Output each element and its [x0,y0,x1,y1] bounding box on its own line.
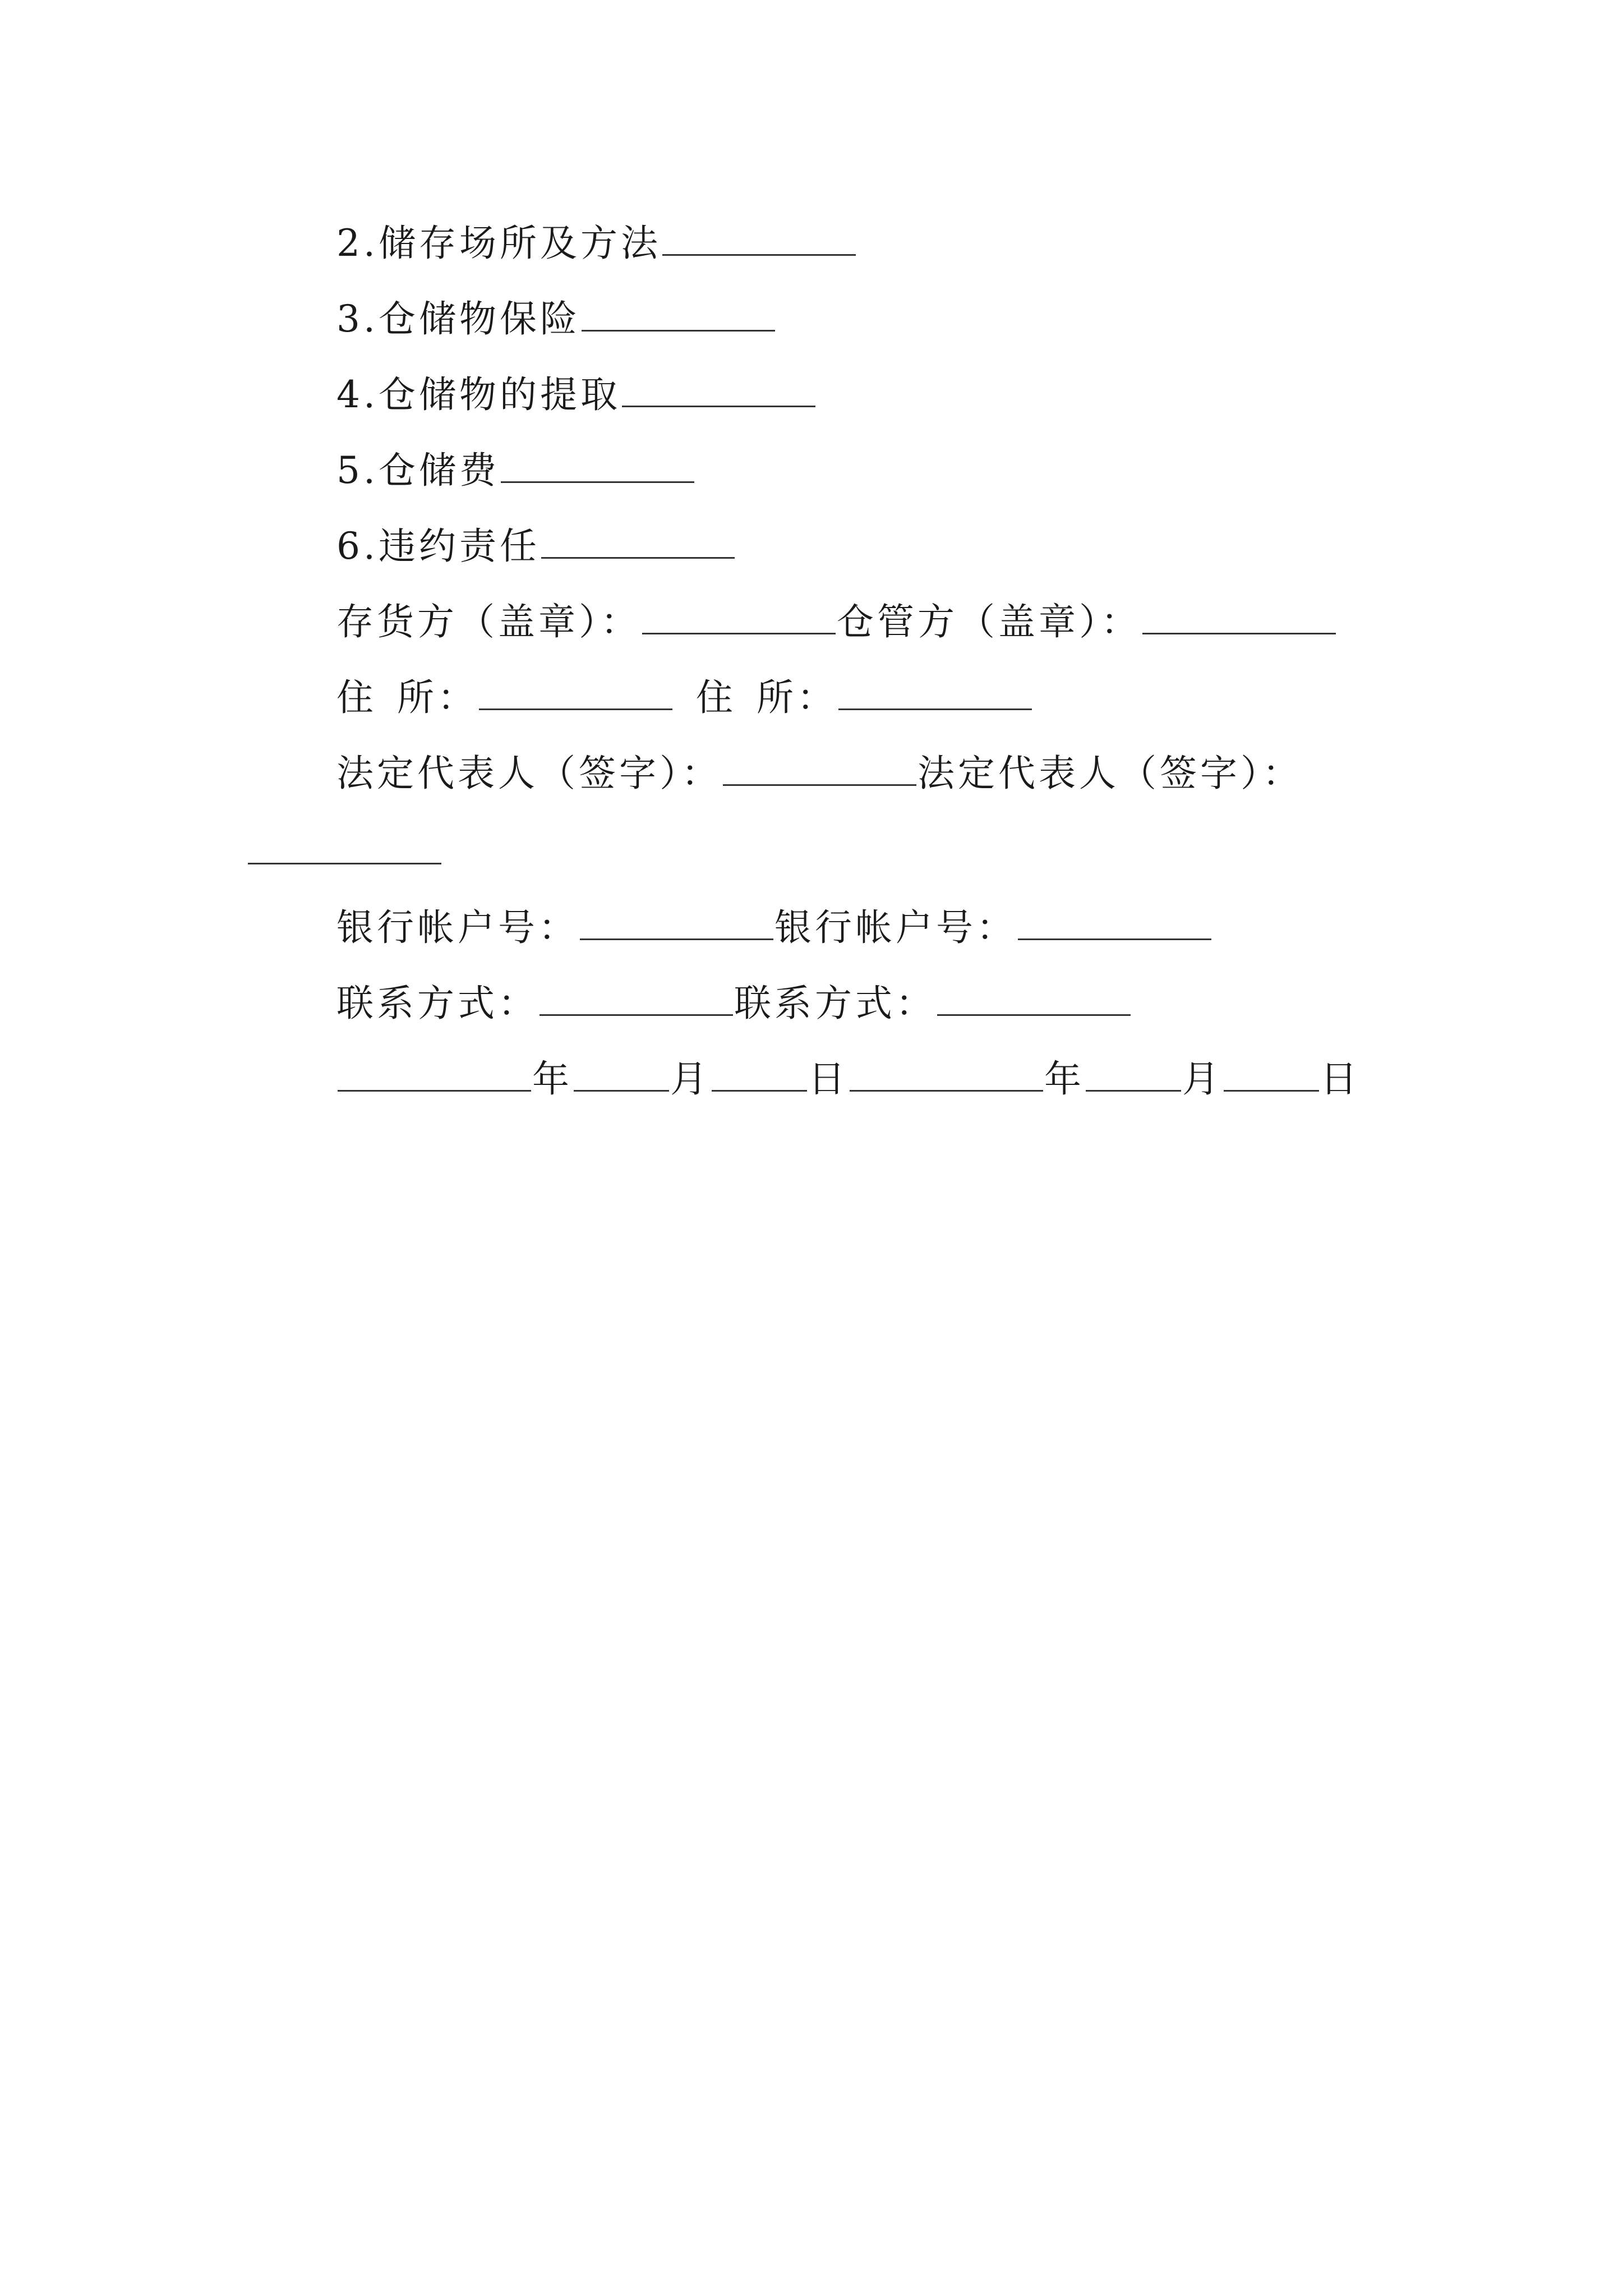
keeper-contact-blank[interactable] [937,982,1131,1016]
contact-label: 联系方式： [336,982,538,1025]
address-label-a: 住 [336,676,377,719]
day-blank[interactable] [1224,1057,1319,1092]
legal-rep-row [336,752,1303,795]
item-insurance [336,297,776,341]
month-blank[interactable] [1086,1057,1181,1092]
depositor-seal-label: 存货方（盖章）： [336,600,641,643]
depositor-seal-blank[interactable] [642,600,836,634]
depositor-bank-blank[interactable] [580,906,773,940]
depositor-address-blank[interactable] [479,676,672,710]
keeper-rep-blank[interactable] [248,830,441,864]
fill-blank[interactable] [622,373,815,407]
address-label-b: 所： [757,676,837,719]
address-label-a: 住 [696,676,736,719]
fill-blank[interactable] [501,449,694,483]
legal-rep-label: 法定代表人（签字）： [336,752,722,795]
month-label: 月 [1182,1057,1223,1101]
legal-rep-label: 法定代表人（签字）： [917,752,1303,795]
day-blank[interactable] [712,1057,807,1092]
month-label: 月 [670,1057,711,1101]
item-withdrawal [336,373,817,416]
keeper-seal-blank[interactable] [1142,600,1336,634]
day-label: 日 [1320,1057,1361,1101]
legal-rep-wrap [247,830,442,871]
seal-row [336,600,1337,641]
item-label: 6.违约责任 [336,524,540,568]
fill-blank[interactable] [541,524,735,559]
contact-row [336,982,1132,1025]
contact-label: 联系方式： [734,982,936,1025]
depositor-rep-blank[interactable] [723,752,916,786]
day-label: 日 [808,1057,849,1101]
address-label-b: 所： [397,676,478,719]
month-blank[interactable] [574,1057,669,1092]
fill-blank[interactable] [662,222,856,256]
bank-account-label: 银行帐户号： [774,906,1017,949]
address-row [336,676,1033,719]
item-label: 4.仓储物的提取 [336,373,621,416]
bank-account-label: 银行帐户号： [336,906,579,949]
bank-row [336,906,1212,949]
item-liability [336,524,736,568]
year-label: 年 [1044,1057,1085,1101]
year-blank[interactable] [338,1057,531,1092]
year-blank[interactable] [850,1057,1043,1092]
fill-blank[interactable] [582,297,775,332]
keeper-bank-blank[interactable] [1018,906,1211,940]
keeper-address-blank[interactable] [838,676,1032,710]
item-storage-fee [336,449,695,492]
item-label: 2.储存场所及方法 [336,222,661,265]
item-label: 5.仓储费 [336,449,500,492]
keeper-seal-label: 仓管方（盖章）： [837,600,1141,643]
date-row [336,1057,1361,1101]
item-label: 3.仓储物保险 [336,297,580,341]
item-storage-place [336,222,857,265]
depositor-contact-blank[interactable] [540,982,733,1016]
year-label: 年 [532,1057,573,1101]
